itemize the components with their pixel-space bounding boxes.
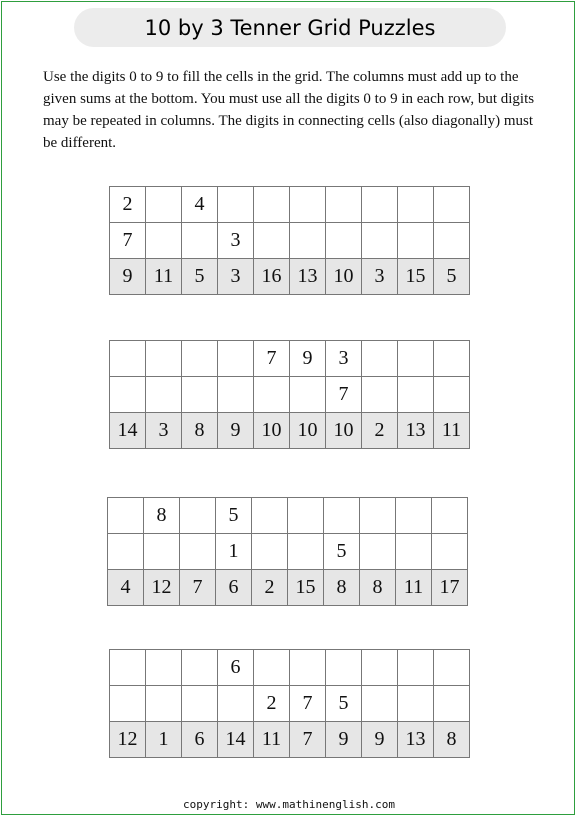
grid-cell[interactable] xyxy=(396,534,432,570)
grid-cell[interactable] xyxy=(254,650,290,686)
sum-cell: 9 xyxy=(218,413,254,449)
tenner-grid-puzzle-4 xyxy=(109,649,470,758)
sum-cell: 10 xyxy=(326,259,362,295)
sum-row xyxy=(110,259,470,295)
grid-cell[interactable] xyxy=(108,498,144,534)
sum-cell: 9 xyxy=(326,722,362,758)
grid-cell[interactable] xyxy=(432,498,468,534)
grid-row-2 xyxy=(110,686,470,722)
grid-cell[interactable] xyxy=(396,498,432,534)
sum-cell: 10 xyxy=(290,413,326,449)
sum-row xyxy=(110,722,470,758)
grid-cell[interactable] xyxy=(288,534,324,570)
sum-cell: 9 xyxy=(110,259,146,295)
sum-cell: 8 xyxy=(434,722,470,758)
grid-cell[interactable] xyxy=(110,650,146,686)
grid-cell[interactable] xyxy=(398,686,434,722)
grid-cell[interactable] xyxy=(180,534,216,570)
grid-cell[interactable] xyxy=(398,341,434,377)
sum-cell: 13 xyxy=(398,413,434,449)
grid-cell[interactable]: 4 xyxy=(182,187,218,223)
sum-cell: 8 xyxy=(324,570,360,606)
grid-cell[interactable] xyxy=(252,498,288,534)
grid-cell[interactable]: 6 xyxy=(218,650,254,686)
copyright-footer: copyright: www.mathinenglish.com xyxy=(183,798,395,811)
grid-cell[interactable] xyxy=(362,341,398,377)
grid-cell[interactable] xyxy=(254,187,290,223)
grid-cell[interactable] xyxy=(290,187,326,223)
grid-cell[interactable] xyxy=(434,341,470,377)
sum-cell: 9 xyxy=(362,722,398,758)
grid-row-1 xyxy=(110,650,470,686)
grid-row-1 xyxy=(110,341,470,377)
grid-cell[interactable] xyxy=(290,377,326,413)
grid-cell[interactable] xyxy=(146,377,182,413)
sum-cell: 12 xyxy=(144,570,180,606)
sum-cell: 14 xyxy=(110,413,146,449)
grid-cell[interactable] xyxy=(110,341,146,377)
grid-cell[interactable] xyxy=(362,377,398,413)
sum-cell: 4 xyxy=(108,570,144,606)
grid-cell[interactable]: 3 xyxy=(218,223,254,259)
grid-cell[interactable] xyxy=(182,377,218,413)
tenner-grid-puzzle-1 xyxy=(109,186,470,295)
sum-cell: 1 xyxy=(146,722,182,758)
grid-cell[interactable] xyxy=(108,534,144,570)
grid-cell[interactable]: 2 xyxy=(254,686,290,722)
sum-cell: 10 xyxy=(254,413,290,449)
grid-cell[interactable] xyxy=(146,187,182,223)
grid-cell[interactable] xyxy=(398,223,434,259)
grid-cell[interactable] xyxy=(254,223,290,259)
grid-cell[interactable]: 5 xyxy=(216,498,252,534)
sum-cell: 8 xyxy=(360,570,396,606)
sum-cell: 7 xyxy=(290,722,326,758)
grid-cell[interactable]: 1 xyxy=(216,534,252,570)
sum-cell: 5 xyxy=(434,259,470,295)
grid-cell[interactable] xyxy=(398,650,434,686)
grid-cell[interactable]: 7 xyxy=(290,686,326,722)
grid-cell[interactable] xyxy=(362,187,398,223)
sum-cell: 6 xyxy=(182,722,218,758)
grid-cell[interactable]: 2 xyxy=(110,187,146,223)
grid-cell[interactable] xyxy=(144,534,180,570)
grid-cell[interactable] xyxy=(324,498,360,534)
grid-cell[interactable] xyxy=(434,377,470,413)
sum-cell: 2 xyxy=(252,570,288,606)
grid-cell[interactable] xyxy=(288,498,324,534)
grid-cell[interactable]: 5 xyxy=(324,534,360,570)
grid-cell[interactable] xyxy=(362,650,398,686)
grid-cell[interactable] xyxy=(180,498,216,534)
sum-cell: 13 xyxy=(290,259,326,295)
sum-cell: 3 xyxy=(218,259,254,295)
sum-cell: 6 xyxy=(216,570,252,606)
grid-cell[interactable]: 3 xyxy=(326,341,362,377)
sum-row xyxy=(108,570,468,606)
grid-cell[interactable] xyxy=(434,650,470,686)
sum-cell: 17 xyxy=(432,570,468,606)
grid-cell[interactable] xyxy=(398,187,434,223)
sum-cell: 3 xyxy=(146,413,182,449)
grid-cell[interactable] xyxy=(146,686,182,722)
sum-cell: 10 xyxy=(326,413,362,449)
grid-cell[interactable] xyxy=(110,686,146,722)
tenner-grid-puzzle-3 xyxy=(107,497,468,606)
grid-cell[interactable] xyxy=(146,650,182,686)
sum-cell: 14 xyxy=(218,722,254,758)
grid-cell[interactable] xyxy=(218,341,254,377)
grid-row-2 xyxy=(110,377,470,413)
sum-cell: 3 xyxy=(362,259,398,295)
sum-cell: 8 xyxy=(182,413,218,449)
sum-cell: 2 xyxy=(362,413,398,449)
grid-row-1 xyxy=(108,498,468,534)
grid-cell[interactable] xyxy=(360,534,396,570)
grid-cell[interactable] xyxy=(326,650,362,686)
sum-cell: 11 xyxy=(396,570,432,606)
grid-cell[interactable] xyxy=(434,686,470,722)
grid-cell[interactable] xyxy=(360,498,396,534)
sum-cell: 16 xyxy=(254,259,290,295)
grid-row-1 xyxy=(110,187,470,223)
grid-cell[interactable] xyxy=(218,187,254,223)
grid-cell[interactable] xyxy=(362,223,398,259)
grid-cell[interactable] xyxy=(110,377,146,413)
grid-cell[interactable] xyxy=(252,534,288,570)
grid-cell[interactable] xyxy=(146,223,182,259)
sum-cell: 15 xyxy=(288,570,324,606)
grid-cell[interactable] xyxy=(182,686,218,722)
grid-cell[interactable] xyxy=(398,377,434,413)
grid-cell[interactable] xyxy=(146,341,182,377)
grid-row-2 xyxy=(108,534,468,570)
grid-cell[interactable] xyxy=(326,187,362,223)
sum-cell: 12 xyxy=(110,722,146,758)
page-title: 10 by 3 Tenner Grid Puzzles xyxy=(74,8,506,47)
grid-cell[interactable] xyxy=(290,223,326,259)
grid-cell[interactable] xyxy=(218,377,254,413)
sum-cell: 7 xyxy=(180,570,216,606)
sum-cell: 5 xyxy=(182,259,218,295)
sum-cell: 11 xyxy=(254,722,290,758)
grid-cell[interactable] xyxy=(218,686,254,722)
tenner-grid-puzzle-2 xyxy=(109,340,470,449)
grid-row-2 xyxy=(110,223,470,259)
grid-cell[interactable]: 9 xyxy=(290,341,326,377)
sum-cell: 11 xyxy=(146,259,182,295)
grid-cell[interactable] xyxy=(182,223,218,259)
sum-cell: 11 xyxy=(434,413,470,449)
grid-cell[interactable] xyxy=(326,223,362,259)
grid-cell[interactable]: 7 xyxy=(326,377,362,413)
sum-cell: 15 xyxy=(398,259,434,295)
grid-cell[interactable] xyxy=(434,187,470,223)
grid-cell[interactable]: 8 xyxy=(144,498,180,534)
grid-cell[interactable] xyxy=(290,650,326,686)
grid-cell[interactable]: 7 xyxy=(110,223,146,259)
sum-cell: 13 xyxy=(398,722,434,758)
instructions-text: Use the digits 0 to 9 to fill the cells in the grid. The columns must add up to the given sums at the bottom. You must use all the digits 0 to 9 in each row, but digits may be repeated in columns. The digits in connecting cells (also diagonally) must be different. xyxy=(43,69,535,151)
grid-cell[interactable] xyxy=(254,377,290,413)
grid-cell[interactable] xyxy=(182,341,218,377)
grid-cell[interactable] xyxy=(182,650,218,686)
grid-cell[interactable] xyxy=(362,686,398,722)
grid-cell[interactable] xyxy=(434,223,470,259)
grid-cell[interactable]: 5 xyxy=(326,686,362,722)
grid-cell[interactable] xyxy=(432,534,468,570)
sum-row xyxy=(110,413,470,449)
grid-cell[interactable]: 7 xyxy=(254,341,290,377)
